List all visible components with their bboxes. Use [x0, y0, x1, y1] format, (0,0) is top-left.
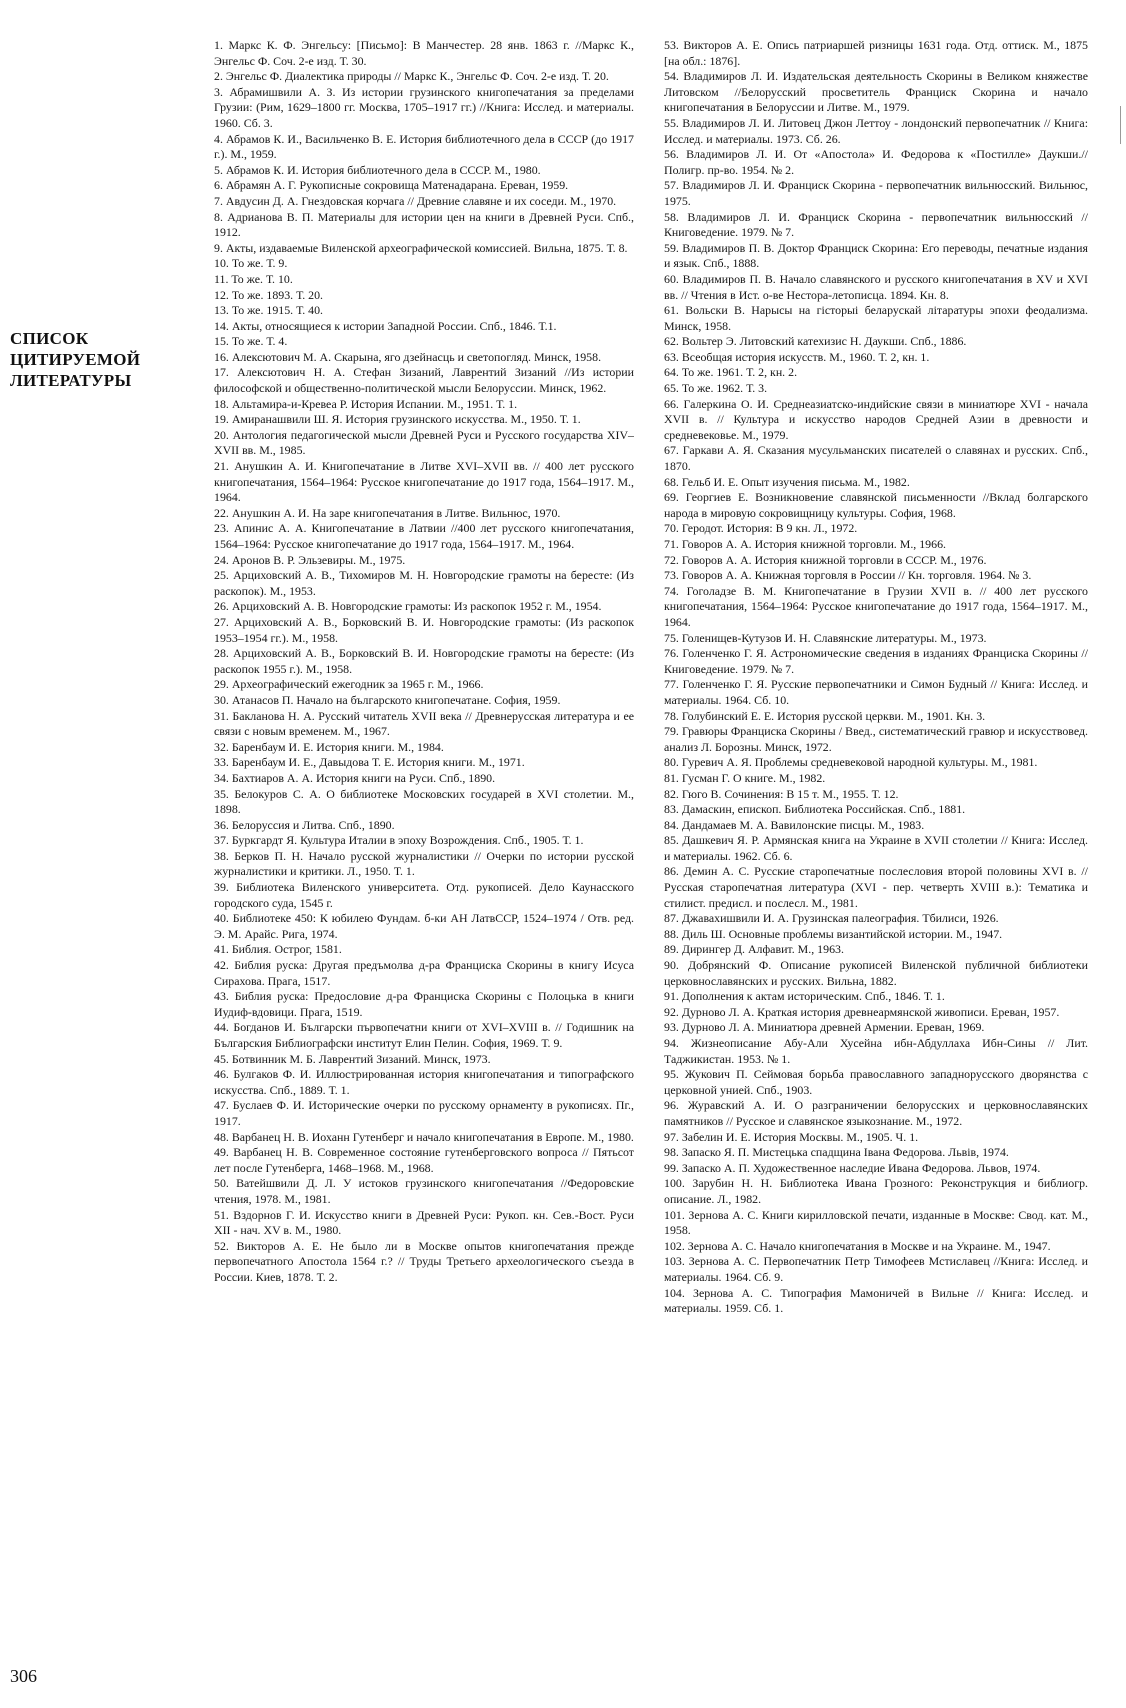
bibliography-entry: 74. Гоголадзе В. М. Книгопечатание в Грузии XVII в. // 400 лет русского книгопечатания, 1564–1964: Русское книгопечатание до 1917 года, 1564–1917. М., 1964.: [664, 583, 1088, 629]
bibliography-entry: 9. Акты, издаваемые Виленской археографической комиссией. Вильна, 1875. Т. 8.: [214, 240, 628, 255]
bibliography-entry: 53. Викторов А. Е. Опись патриаршей ризницы 1631 года. Отд. оттиск. М., 1875 [на обл.: 1876].: [664, 38, 1088, 68]
bibliography-entry: 86. Демин А. С. Русские старопечатные послесловия второй половины XVI в. // Русская старопечатная литература (XVI - пер. четверть XVIII в.): Тематика и стилист. предисл. и послесл. М., 1981.: [664, 864, 1088, 910]
bibliography-entry: 61. Вольски В. Нарысы на гісторыі беларускай літаратуры эпохи феодализма. Минск, 1958.: [664, 303, 1088, 333]
bibliography-entry: 70. Геродот. История: В 9 кн. Л., 1972.: [664, 521, 858, 536]
bibliography-entry: 13. То же. 1915. Т. 40.: [214, 303, 324, 318]
bibliography-column-right: [664, 38, 1088, 1688]
bibliography-entry: 84. Дандамаев М. А. Вавилонские писцы. М., 1983.: [664, 817, 925, 832]
bibliography-entry: 72. Говоров А. А. История книжной торговли в СССР. М., 1976.: [664, 552, 987, 567]
bibliography-entry: 56. Владимиров Л. И. От «Апостола» И. Федорова к «Постилле» Даукши.// Полигр. пр-во. 1954. № 2.: [664, 147, 1088, 177]
bibliography-entry: 26. Арциховский А. В. Новгородские грамоты: Из раскопок 1952 г. М., 1954.: [214, 599, 602, 614]
bibliography-entry: 50. Ватейшвили Д. Л. У истоков грузинского книгопечатания //Федоровские чтения, 1978. М., 1981.: [214, 1176, 634, 1206]
page-number: 306: [10, 1666, 37, 1686]
bibliography-entry: 33. Баренбаум И. Е., Давыдова Т. Е. История книги. М., 1971.: [214, 755, 525, 770]
bibliography-entry: 67. Гаркави А. Я. Сказания мусульманских писателей о славянах и русских. Спб., 1870.: [664, 443, 1088, 474]
bibliography-entry: 11. То же. Т. 10.: [214, 271, 293, 286]
bibliography-entry: 99. Запаско А. П. Художественное наследие Ивана Федорова. Львов, 1974.: [664, 1160, 1041, 1175]
bibliography-entry: 30. Атанасов П. Начало на българското книгопечатане. София, 1959.: [214, 692, 561, 707]
bibliography-entry: 32. Баренбаум И. Е. История книги. М., 1984.: [214, 739, 444, 754]
bibliography-entry: 95. Жукович П. Сеймовая борьба православного западнорусского дворянства с церковной унией. Спб., 1903.: [664, 1067, 1088, 1097]
bibliography-entry: 43. Библия руска: Предословие д-ра Франциска Скорины с Полоцька в книги Иудиф-вдовици. Прага, 1519.: [214, 989, 634, 1019]
bibliography-entry: 21. Анушкин А. И. Книгопечатание в Литве XVI–XVII вв. // 400 лет русского книгопечатания, 1564–1964: Русское книгопечатание до 1917 года, 1564–1917. М., 1964.: [214, 459, 634, 505]
bibliography-entry: 7. Авдусин Д. А. Гнездовская корчага // Древние славяне и их соседи. М., 1970.: [214, 193, 617, 208]
section-title-line-1: СПИСОК: [10, 329, 89, 348]
bibliography-entry: 73. Говоров А. А. Книжная торговля в России // Кн. торговля. 1964. № 3.: [664, 568, 1032, 583]
bibliography-entry: 41. Библия. Острог, 1581.: [214, 942, 342, 957]
bibliography-entry: 100. Зарубин Н. Н. Библиотека Ивана Грозного: Реконструкция и библиогр. описание. Л., 1982.: [664, 1176, 1088, 1206]
bibliography-entry: 48. Варбанец Н. В. Иоханн Гутенберг и начало книгопечатания в Европе. М., 1980.: [214, 1129, 634, 1144]
bibliography-entry: 37. Буркгардт Я. Культура Италии в эпоху Возрождения. Спб., 1905. Т. 1.: [214, 833, 584, 848]
bibliography-entry: 104. Зернова А. С. Типография Мамоничей в Вильне // Книга: Исслед. и материалы. 1959. Сб. 1.: [664, 1285, 1088, 1316]
bibliography-entry: 94. Жизнеописание Абу-Али Хусейна ибн-Абдуллаха Ибн-Сины // Лит. Таджикистан. 1953. № 1.: [664, 1036, 1088, 1066]
bibliography-entry: 28. Арциховский А. В., Борковский В. И. Новгородские грамоты на бересте: (Из раскопок 1955 г.). М., 1958.: [214, 646, 634, 676]
bibliography-entry: 5. Абрамов К. И. История библиотечного дела в СССР. М., 1980.: [214, 162, 541, 177]
bibliography-entry: 20. Антология педагогической мысли Древней Руси и Русского государства XIV–XVII вв. М., 1985.: [214, 427, 634, 458]
bibliography-entry: 16. Алексютович М. А. Скарына, яго дзейнасць и светопогляд. Минск, 1958.: [214, 349, 602, 364]
bibliography-entry: 15. То же. Т. 4.: [214, 334, 288, 349]
bibliography-entry: 4. Абрамов К. И., Васильченко В. Е. История библиотечного дела в СССР (до 1917 г.). М., 1959.: [214, 131, 634, 162]
bibliography-entry: 88. Диль Ш. Основные проблемы византийской истории. М., 1947.: [664, 926, 1003, 941]
bibliography-entry: 76. Голенченко Г. Я. Астрономические сведения в изданиях Франциска Скорины // Книговедение. 1979. № 7.: [664, 646, 1088, 676]
bibliography-entry: 29. Археографический ежегодник за 1965 г. М., 1966.: [214, 677, 484, 692]
bibliography-entry: 54. Владимиров Л. И. Издательская деятельность Скорины в Великом княжестве Литовском //Белорусский просветитель Франциск Скорина и начало книгопечатания в Белоруссии и Литве. М., 1979.: [664, 69, 1088, 115]
bibliography-entry: 60. Владимиров П. В. Начало славянского и русского книгопечатания в XV и XVI вв. // Чтения в Ист. о-ве Нестора-летописца. 1894. Кн. 8.: [664, 271, 1088, 302]
bibliography-entry: 59. Владимиров П. В. Доктор Франциск Скорина: Его переводы, печатные издания и язык. Спб., 1888.: [664, 240, 1088, 271]
bibliography-entry: 55. Владимиров Л. И. Литовец Джон Леттоу - лондонский первопечатник // Книга: Исслед. и материалы. 1973. Сб. 26.: [664, 115, 1088, 146]
bibliography-entry: 12. То же. 1893. Т. 20.: [214, 287, 324, 302]
bibliography-entry: 51. Вздорнов Г. И. Искусство книги в Древней Руси: Рукоп. кн. Сев.-Вост. Руси XII - нач. XV в. М., 1980.: [214, 1207, 634, 1238]
bibliography-entry: 19. Амиранашвили Ш. Я. История грузинского искусства. М., 1950. Т. 1.: [214, 412, 581, 427]
bibliography-entry: 89. Дирингер Д. Алфавит. М., 1963.: [664, 942, 844, 957]
bibliography-entry: 23. Апинис А. А. Книгопечатание в Латвии //400 лет русского книгопечатания, 1564–1964: Русское книгопечатание до 1917 года, 1564–1917. М., 1964.: [214, 521, 634, 551]
bibliography-entry: 63. Всеобщая история искусств. М., 1960. Т. 2, кн. 1.: [664, 349, 930, 364]
bibliography-entry: 103. Зернова А. С. Первопечатник Петр Тимофеев Мстиславец //Книга: Исслед. и материалы. 1964. Сб. 9.: [664, 1254, 1088, 1284]
bibliography-entry: 44. Богданов И. Български първопечатни книги от XVI–XVIII в. // Годишник на Българския Библиографски институт Елин Пелин. София, 1969. Т. 9.: [214, 1020, 634, 1050]
bibliography-entry: 14. Акты, относящиеся к истории Западной России. Спб., 1846. Т.1.: [214, 318, 557, 333]
bibliography-entry: 36. Белоруссия и Литва. Спб., 1890.: [214, 817, 395, 832]
bibliography-entry: 91. Дополнения к актам историческим. Спб., 1846. Т. 1.: [664, 989, 945, 1004]
bibliography-entry: 58. Владимиров Л. И. Франциск Скорина - первопечатник вильнюсский // Книговедение. 1979. № 7.: [664, 209, 1088, 240]
bibliography-entry: 8. Адрианова В. П. Материалы для истории цен на книги в Древней Руси. Спб., 1912.: [214, 209, 634, 240]
bibliography-entry: 90. Добрянский Ф. Описание рукописей Виленской публичной библиотеки церковнославянских и русских. Вильна, 1882.: [664, 958, 1088, 988]
bibliography-entry: 52. Викторов А. Е. Не было ли в Москве опытов книгопечатания прежде первопечатного Апостола 1564 г.? // Труды Третьего археологического съезда в России. Киев, 1878. Т. 2.: [214, 1238, 634, 1284]
bibliography-entry: 31. Бакланова Н. А. Русский читатель XVII века // Древнерусская литература и ее связи с новым временем. М., 1967.: [214, 708, 634, 739]
bibliography-entry: 42. Библия руска: Другая предъмолва д-ра Франциска Скорины в книгу Исуса Сирахова. Прага, 1517.: [214, 958, 634, 988]
section-title-line-3: ЛИТЕРАТУРЫ: [10, 371, 132, 390]
bibliography-entry: 96. Журавский А. И. О разграничении белорусских и церковнославянских памятников // Русское и славянское языкознание. М., 1972.: [664, 1098, 1088, 1128]
bibliography-entry: 24. Аронов В. Р. Эльзевиры. М., 1975.: [214, 552, 406, 567]
bibliography-entry: 75. Голенищев-Кутузов И. Н. Славянские литературы. М., 1973.: [664, 630, 987, 645]
bibliography-entry: 22. Анушкин А. И. На заре книгопечатания в Литве. Вильнюс, 1970.: [214, 505, 561, 520]
bibliography-entry: 18. Альтамира-и-Кревеа Р. История Испании. М., 1951. Т. 1.: [214, 396, 518, 411]
section-title: [10, 328, 180, 391]
bibliography-entry: 38. Берков П. Н. Начало русской журналистики // Очерки по истории русской журналистики и критики. Л., 1950. Т. 1.: [214, 848, 634, 879]
bibliography-entry: 45. Ботвинник М. Б. Лаврентий Зизаний. Минск, 1973.: [214, 1051, 491, 1066]
bibliography-entry: 68. Гельб И. Е. Опыт изучения письма. М., 1982.: [664, 474, 910, 489]
bibliography-entry: 6. Абрамян А. Г. Рукописные сокровища Матенадарана. Ереван, 1959.: [214, 178, 569, 193]
bibliography-entry: 98. Запаско Я. П. Мистецька спадщина Івана Федорова. Львів, 1974.: [664, 1145, 1009, 1160]
bibliography-entry: 85. Дашкевич Я. Р. Армянская книга на Украине в XVII столетии // Книга: Исслед. и материалы. 1962. Сб. 6.: [664, 833, 1088, 863]
bibliography-entry: 39. Библиотека Виленского университета. Отд. рукописей. Дело Каунасского городского суда, 1545 г.: [214, 880, 634, 910]
bibliography-entry: 79. Гравюры Франциска Скорины / Введ., систематический гравюр и искусствовед. анализ Л. Борозны. Минск, 1972.: [664, 724, 1088, 754]
bibliography-entry: 102. Зернова А. С. Начало книгопечатания в Москве и на Украине. М., 1947.: [664, 1238, 1051, 1253]
bibliography-entry: 92. Дурново Л. А. Краткая история древнеармянской живописи. Ереван, 1957.: [664, 1004, 1060, 1019]
bibliography-entry: 46. Булгаков Ф. И. Иллюстрированная история книгопечатания и типографского искусства. Спб., 1889. Т. 1.: [214, 1067, 634, 1097]
bibliography-entry: 101. Зернова А. С. Книги кирилловской печати, изданные в Москве: Свод. кат. М., 1958.: [664, 1207, 1088, 1238]
bibliography-entry: 81. Гусман Г. О книге. М., 1982.: [664, 770, 826, 785]
bibliography-entry: 3. Абрамишвили А. З. Из истории грузинского книгопечатания за пределами Грузии: (Рим, 1629–1800 гг. Москва, 1705–1917 гг.) //Книга: Исслед. и материалы. 1960. Сб. 3.: [214, 84, 634, 130]
bibliography-entry: 83. Дамаскин, епископ. Библиотека Российская. Спб., 1881.: [664, 802, 966, 817]
bibliography-entry: 82. Гюго В. Сочинения: В 15 т. М., 1955. Т. 12.: [664, 786, 899, 801]
bibliography-entry: 1. Маркс К. Ф. Энгельсу: [Письмо]: В Манчестер. 28 янв. 1863 г. //Маркс К., Энгельс Ф. Соч. 2-е изд. Т. 30.: [214, 38, 634, 68]
bibliography-entry: 47. Буслаев Ф. И. Исторические очерки по русскому орнаменту в рукописях. Пг., 1917.: [214, 1098, 634, 1128]
bibliography-entry: 93. Дурново Л. А. Миниатюра древней Армении. Ереван, 1969.: [664, 1020, 985, 1035]
bibliography-entry: 71. Говоров А. А. История книжной торговли. М., 1966.: [664, 537, 946, 551]
bibliography-entry: 2. Энгельс Ф. Диалектика природы // Маркс К., Энгельс Ф. Соч. 2-е изд. Т. 20.: [214, 69, 609, 84]
margin-mark: [1120, 106, 1121, 144]
bibliography-entry: 78. Голубинский Е. Е. История русской церкви. М., 1901. Кн. 3.: [664, 708, 986, 723]
bibliography-entry: 66. Галеркина О. И. Среднеазиатско-индийские связи в миниатюре XVI - начала XVII в. // Культура и искусство народов Средней Азии в древности и средневековье. М., 1979.: [664, 396, 1088, 442]
bibliography-entry: 17. Алексютович Н. А. Стефан Зизаний, Лаврентий Зизаний //Из истории философской и общественно-политической мысли Белоруссии. Минск, 1962.: [214, 365, 634, 396]
bibliography-entry: 87. Джавахишвили И. А. Грузинская палеография. Тбилиси, 1926.: [664, 911, 999, 926]
section-title-line-2: ЦИТИРУЕМОЙ: [10, 350, 141, 369]
bibliography-column-left: [214, 38, 634, 1688]
bibliography-entry: 64. То же. 1961. Т. 2, кн. 2.: [664, 365, 798, 380]
bibliography-entry: 34. Бахтиаров А. А. История книги на Руси. Спб., 1890.: [214, 770, 496, 785]
bibliography-entry: 69. Георгиев Е. Возникновение славянской письменности //Вклад болгарского народа в мировую сокровищницу культуры. София, 1968.: [664, 490, 1088, 520]
bibliography-entry: 35. Белокуров С. А. О библиотеке Московских государей в XVI столетии. М., 1898.: [214, 786, 634, 817]
bibliography-entry: 97. Забелин И. Е. История Москвы. М., 1905. Ч. 1.: [664, 1129, 919, 1144]
bibliography-entry: 77. Голенченко Г. Я. Русские первопечатники и Симон Будный // Книга: Исслед. и материалы. 1964. Сб. 10.: [664, 677, 1088, 707]
bibliography-entry: 65. То же. 1962. Т. 3.: [664, 381, 768, 396]
bibliography-entry: 62. Вольтер Э. Литовский катехизис Н. Даукши. Спб., 1886.: [664, 334, 967, 349]
bibliography-entry: 27. Арциховский А. В., Борковский В. И. Новгородские грамоты: (Из раскопок 1953–1954 гг.). М., 1958.: [214, 614, 634, 645]
bibliography-entry: 10. То же. Т. 9.: [214, 256, 288, 271]
bibliography-entry: 25. Арциховский А. В., Тихомиров М. Н. Новгородские грамоты на бересте: (Из раскопок). М., 1953.: [214, 568, 634, 598]
bibliography-entry: 57. Владимиров Л. И. Франциск Скорина - первопечатник вильнюсский. Вильнюс, 1975.: [664, 178, 1088, 208]
bibliography-entry: 40. Библиотеке 450: К юбилею Фундам. б-ки АН ЛатвССР, 1524–1974 / Отв. ред. Э. М. Арайс. Рига, 1974.: [214, 911, 634, 941]
bibliography-entry: 49. Варбанец Н. В. Современное состояние гутенберговского вопроса // Пятьсот лет после Гутенберга, 1468–1968. М., 1968.: [214, 1145, 634, 1175]
bibliography-entry: 80. Гуревич А. Я. Проблемы средневековой народной культуры. М., 1981.: [664, 755, 1038, 770]
